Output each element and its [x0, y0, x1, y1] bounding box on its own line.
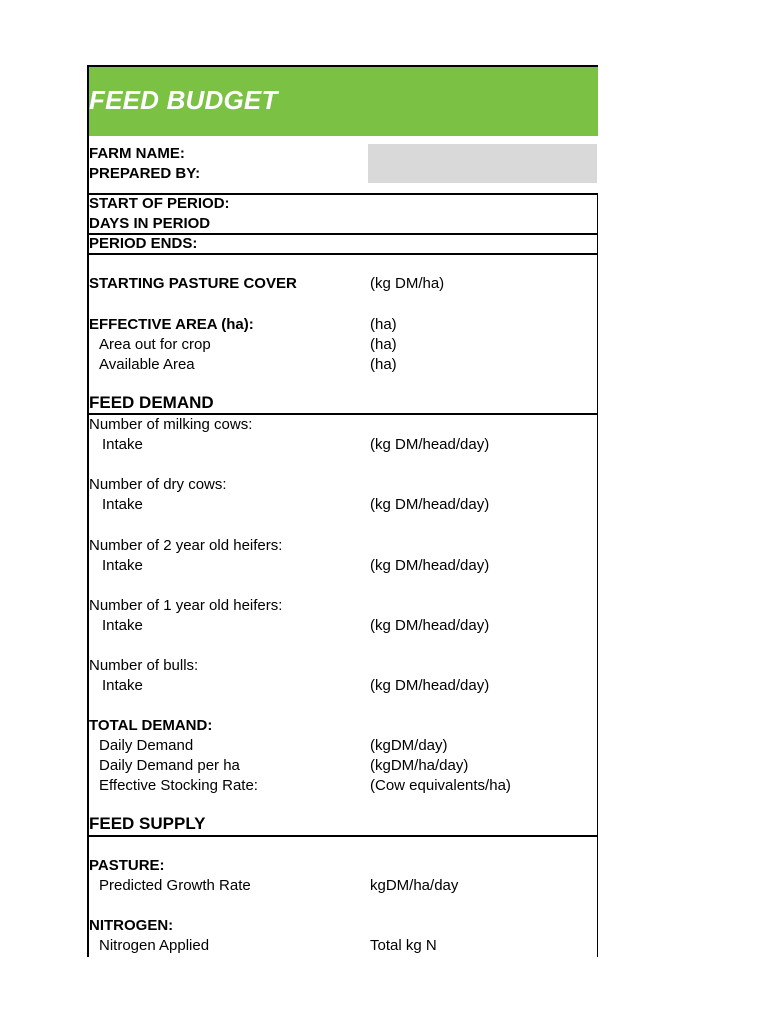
heifers-1yr-intake-label: Intake — [102, 617, 143, 634]
prepared-by-label: PREPARED BY: — [89, 165, 201, 182]
starting-pasture-cover-unit: (kg DM/ha) — [370, 275, 445, 292]
daily-demand-per-ha-unit: (kgDM/ha/day) — [370, 757, 469, 774]
start-of-period-label: START OF PERIOD: — [89, 195, 230, 212]
nitrogen-heading: NITROGEN: — [89, 917, 174, 934]
heifers-1yr-intake-unit: (kg DM/head/day) — [370, 617, 490, 634]
days-in-period-label: DAYS IN PERIOD — [89, 215, 211, 232]
available-area-label: Available Area — [99, 356, 195, 373]
period-ends-label: PERIOD ENDS: — [89, 235, 198, 252]
pasture-heading: PASTURE: — [89, 857, 165, 874]
dry-intake-label: Intake — [102, 496, 143, 513]
stocking-rate-unit: (Cow equivalents/ha) — [370, 777, 511, 794]
feed-demand-heading: FEED DEMAND — [89, 393, 214, 412]
daily-demand-unit: (kgDM/day) — [370, 737, 448, 754]
area-out-for-crop-unit: (ha) — [370, 336, 397, 353]
title-banner — [89, 67, 598, 136]
dry-intake-unit: (kg DM/head/day) — [370, 496, 490, 513]
milking-intake-label: Intake — [102, 436, 143, 453]
starting-pasture-cover-label: STARTING PASTURE COVER — [89, 275, 297, 292]
daily-demand-label: Daily Demand — [99, 737, 194, 754]
feed-supply-heading: FEED SUPPLY — [89, 814, 206, 833]
bulls-intake-unit: (kg DM/head/day) — [370, 677, 490, 694]
farm-name-input[interactable] — [368, 144, 597, 183]
effective-area-label: EFFECTIVE AREA (ha): — [89, 316, 254, 333]
bulls-label: Number of bulls: — [89, 657, 199, 674]
growth-rate-label: Predicted Growth Rate — [99, 877, 251, 894]
daily-demand-per-ha-label: Daily Demand per ha — [99, 757, 240, 774]
dry-cows-label: Number of dry cows: — [89, 476, 227, 493]
effective-area-unit: (ha) — [370, 316, 397, 333]
milking-intake-unit: (kg DM/head/day) — [370, 436, 490, 453]
heifers-2yr-intake-label: Intake — [102, 557, 143, 574]
total-demand-heading: TOTAL DEMAND: — [89, 717, 213, 734]
growth-rate-unit: kgDM/ha/day — [370, 877, 459, 894]
stocking-rate-label: Effective Stocking Rate: — [99, 777, 258, 794]
page-title: FEED BUDGET — [89, 85, 278, 115]
divider — [88, 413, 598, 415]
heifers-1yr-label: Number of 1 year old heifers: — [89, 597, 283, 614]
divider — [88, 253, 598, 255]
heifers-2yr-intake-unit: (kg DM/head/day) — [370, 557, 490, 574]
divider — [88, 835, 598, 837]
farm-name-label: FARM NAME: — [89, 145, 185, 162]
bulls-intake-label: Intake — [102, 677, 143, 694]
area-out-for-crop-label: Area out for crop — [99, 336, 211, 353]
heifers-2yr-label: Number of 2 year old heifers: — [89, 537, 283, 554]
sheet-right-border — [597, 193, 598, 957]
available-area-unit: (ha) — [370, 356, 397, 373]
nitrogen-applied-unit: Total kg N — [370, 937, 437, 954]
nitrogen-applied-label: Nitrogen Applied — [99, 937, 210, 954]
milking-cows-label: Number of milking cows: — [89, 416, 253, 433]
